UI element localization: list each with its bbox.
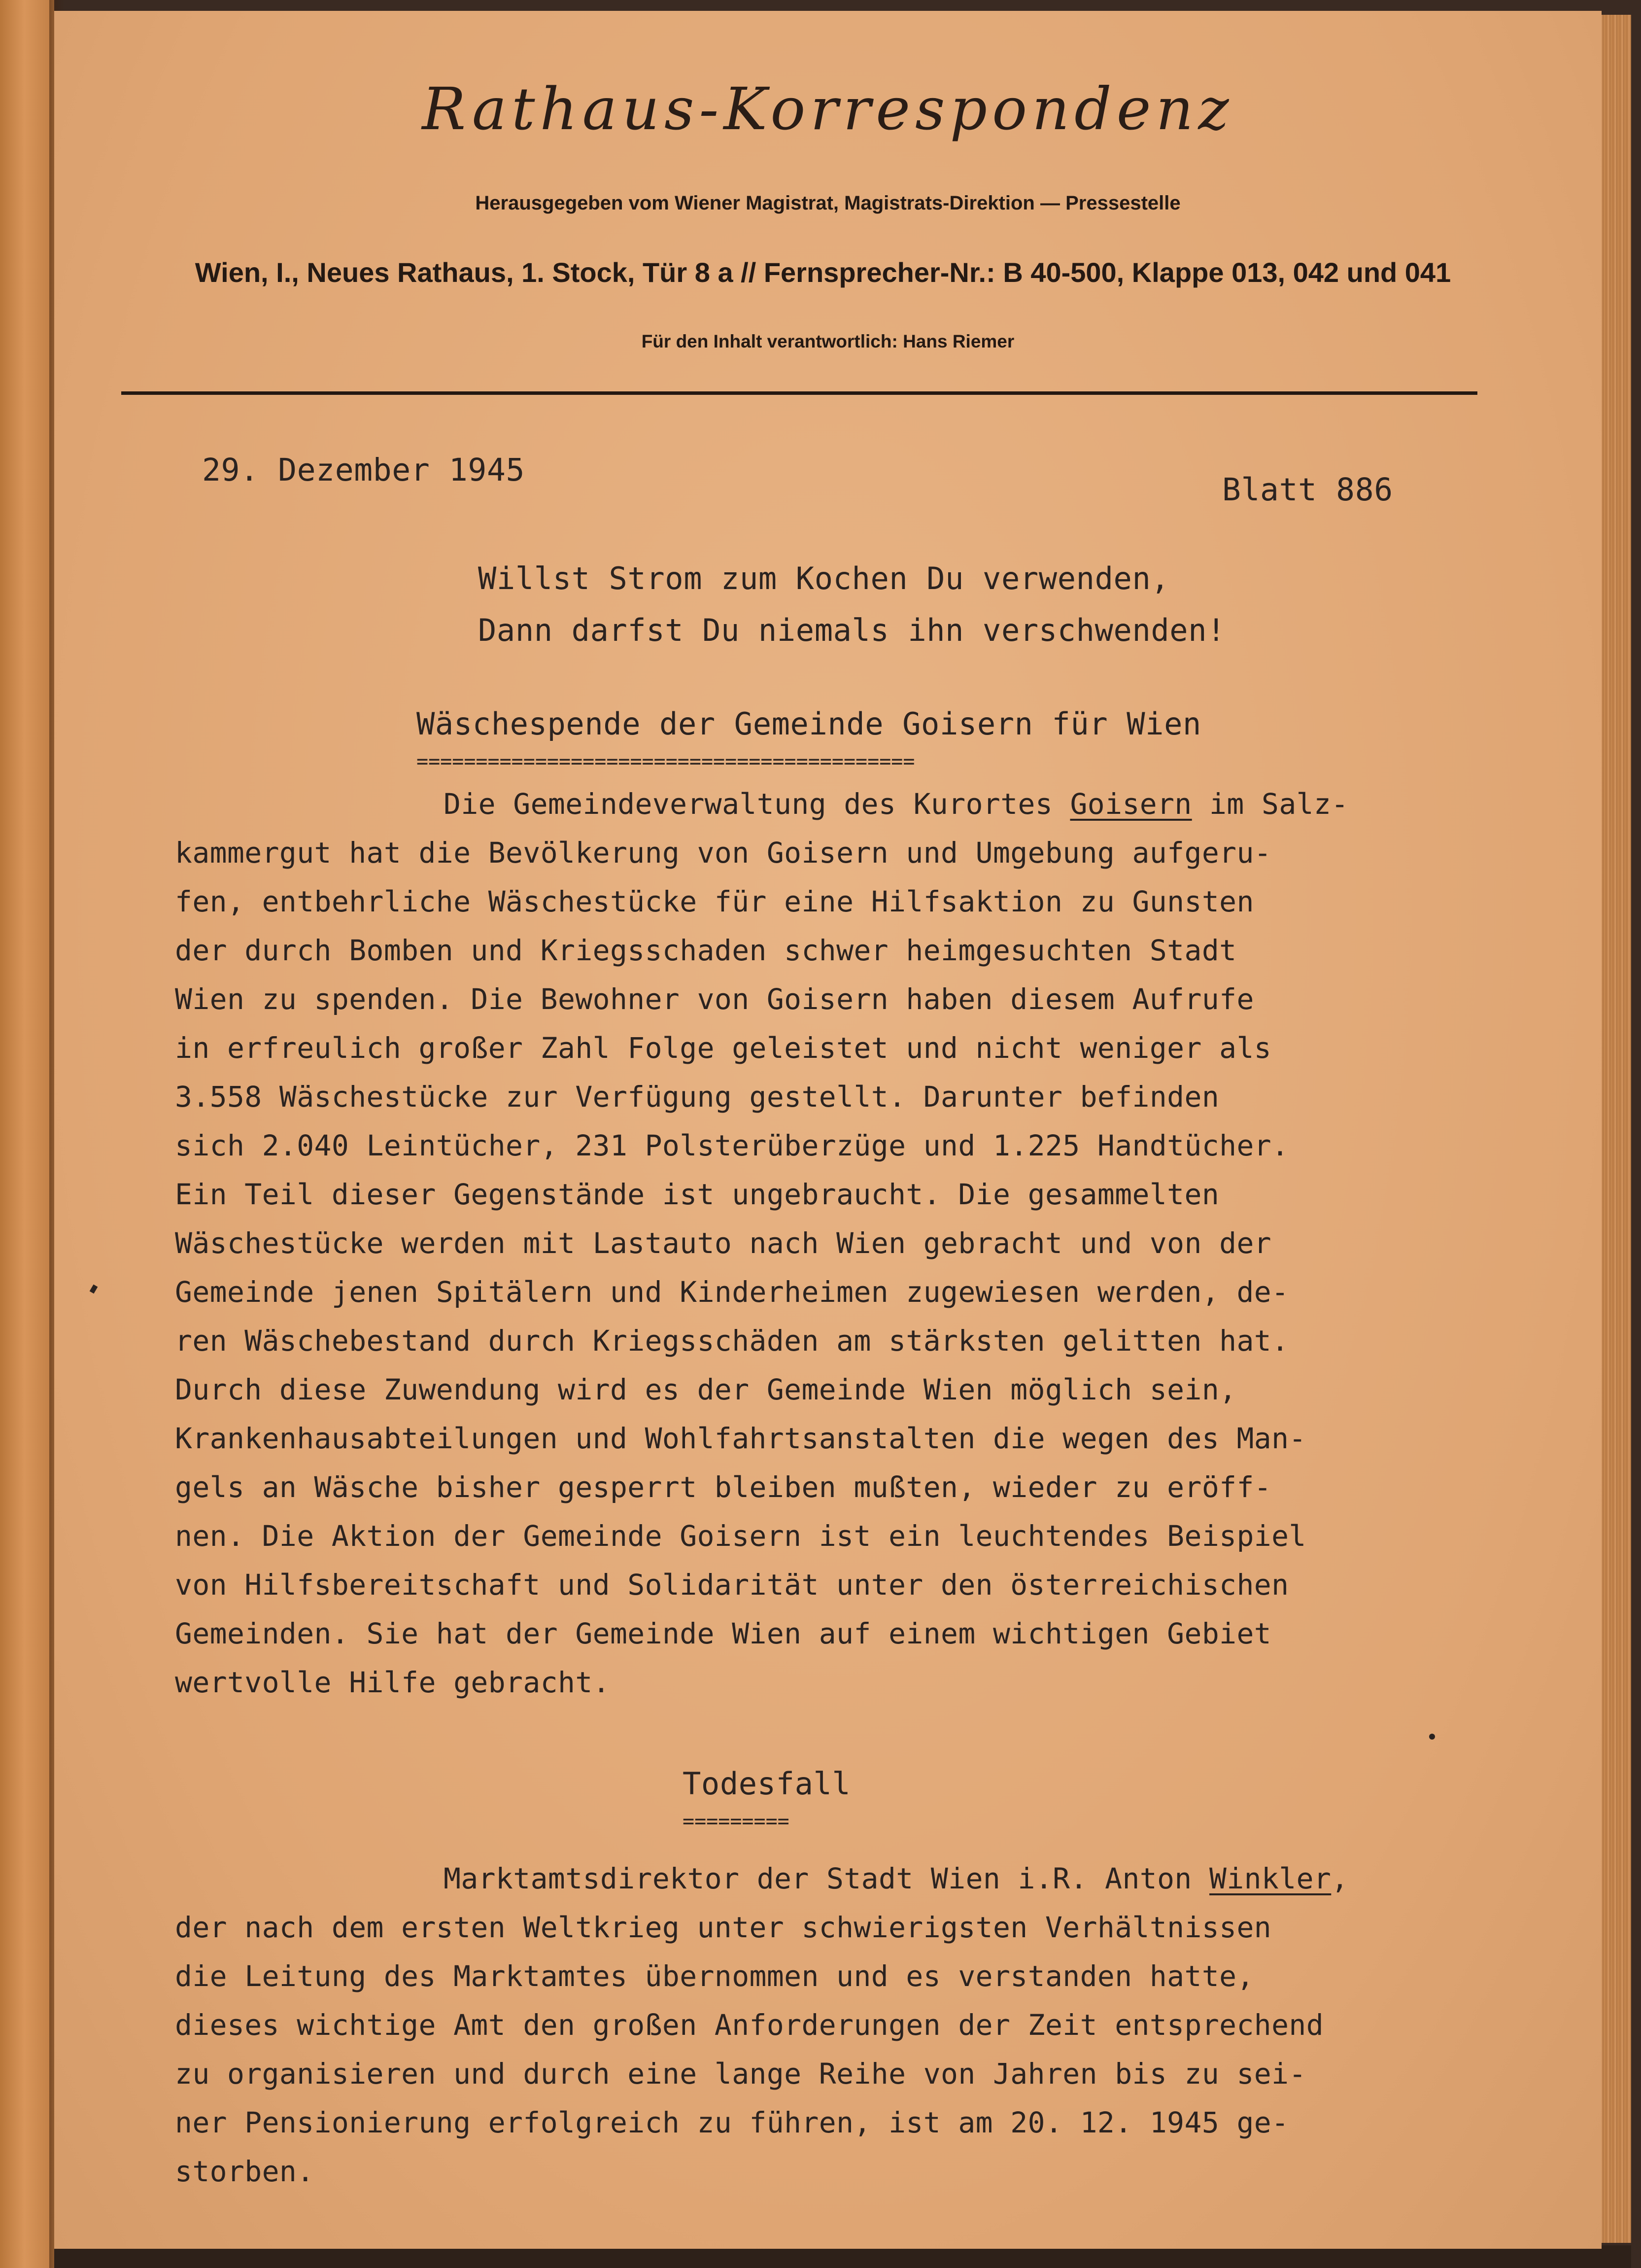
text-line: Gemeinden. Sie hat der Gemeinde Wien auf einem wichtigen Gebiet [175, 1617, 1272, 1650]
page-edges [1597, 15, 1631, 2243]
text-line: sich 2.040 Leintücher, 231 Polsterüberzüge und 1.225 Handtücher. [175, 1129, 1289, 1162]
text-line: von Hilfsbereitschaft und Solidarität unter den österreichischen [175, 1568, 1289, 1602]
binding-spine [0, 0, 54, 2268]
masthead-title: Rathaus-Korrespondenz [422, 75, 1234, 143]
underlined-name: Winkler [1209, 1862, 1332, 1895]
text-line: Wäschestücke werden mit Lastauto nach Wien gebracht und von der [175, 1226, 1272, 1260]
text-line: 3.558 Wäschestücke zur Verfügung gestellt. Darunter befinden [175, 1080, 1220, 1114]
text-line: zu organisieren und durch eine lange Reihe von Jahren bis zu sei- [175, 2057, 1306, 2091]
ink-speck [1429, 1734, 1435, 1740]
text-line: dieses wichtige Amt den großen Anforderungen der Zeit entsprechend [175, 2008, 1324, 2042]
article-2-title-rule: ========= [683, 1810, 789, 1833]
masthead-publisher: Herausgegeben vom Wiener Magistrat, Magistrats-Direktion — Pressestelle [475, 192, 1181, 214]
text-line: in erfreulich großer Zahl Folge geleistet und nicht weniger als [175, 1031, 1272, 1065]
text-line: wertvolle Hilfe gebracht. [175, 1666, 610, 1699]
text-line: Die Gemeindeverwaltung des Kurortes Goisern im Salz- [444, 787, 1349, 821]
text-line: Wien zu spenden. Die Bewohner von Goisern haben diesem Aufrufe [175, 982, 1254, 1016]
text-line: kammergut hat die Bevölkerung von Goisern und Umgebung aufgeru- [175, 836, 1272, 870]
article-1-title-rule: ========================================== [416, 750, 915, 773]
article-1-title: Wäschespende der Gemeinde Goisern für Wien [416, 706, 1201, 742]
text-line: Gemeinde jenen Spitälern und Kinderheimen zugewiesen werden, de- [175, 1275, 1289, 1309]
text-line: der nach dem ersten Weltkrieg unter schwierigsten Verhältnissen [175, 1911, 1272, 1944]
text-line: fen, entbehrliche Wäschestücke für eine Hilfsaktion zu Gunsten [175, 885, 1254, 918]
text-line: storben. [175, 2155, 314, 2188]
ink-speck [90, 1285, 98, 1294]
text-line: Durch diese Zuwendung wird es der Gemeinde Wien möglich sein, [175, 1373, 1237, 1406]
masthead-responsible: Für den Inhalt verantwortlich: Hans Riemer [641, 331, 1015, 351]
article-2-title: Todesfall [683, 1766, 851, 1802]
slogan-line-1: Willst Strom zum Kochen Du verwenden, [478, 560, 1170, 596]
text-line: die Leitung des Marktamtes übernommen und es verstanden hatte, [175, 1959, 1254, 1993]
underlined-name: Goisern [1070, 787, 1192, 821]
sheet-number: Blatt 886 [1222, 472, 1393, 508]
masthead-rule [121, 391, 1477, 395]
text-line: ner Pensionierung erfolgreich zu führen, ist am 20. 12. 1945 ge- [175, 2106, 1289, 2139]
text-line: ren Wäschebestand durch Kriegsschäden am stärksten gelitten hat. [175, 1324, 1289, 1358]
masthead-address: Wien, I., Neues Rathaus, 1. Stock, Tür 8 a // Fernsprecher-Nr.: B 40-500, Klappe 013, 042 und 041 [195, 257, 1451, 288]
document-page [54, 11, 1602, 2249]
issue-date: 29. Dezember 1945 [202, 452, 525, 488]
slogan-line-2: Dann darfst Du niemals ihn verschwenden! [478, 612, 1226, 648]
text-line: der durch Bomben und Kriegsschaden schwer heimgesuchten Stadt [175, 934, 1237, 967]
text-line: Ein Teil dieser Gegenstände ist ungebraucht. Die gesammelten [175, 1178, 1220, 1211]
text-line: gels an Wäsche bisher gesperrt bleiben mußten, wieder zu eröff- [175, 1470, 1272, 1504]
text-line: nen. Die Aktion der Gemeinde Goisern ist ein leuchtendes Beispiel [175, 1519, 1306, 1553]
text-line: Marktamtsdirektor der Stadt Wien i.R. Anton Winkler, [444, 1862, 1349, 1895]
text-line: Krankenhausabteilungen und Wohlfahrtsanstalten die wegen des Man- [175, 1422, 1306, 1455]
